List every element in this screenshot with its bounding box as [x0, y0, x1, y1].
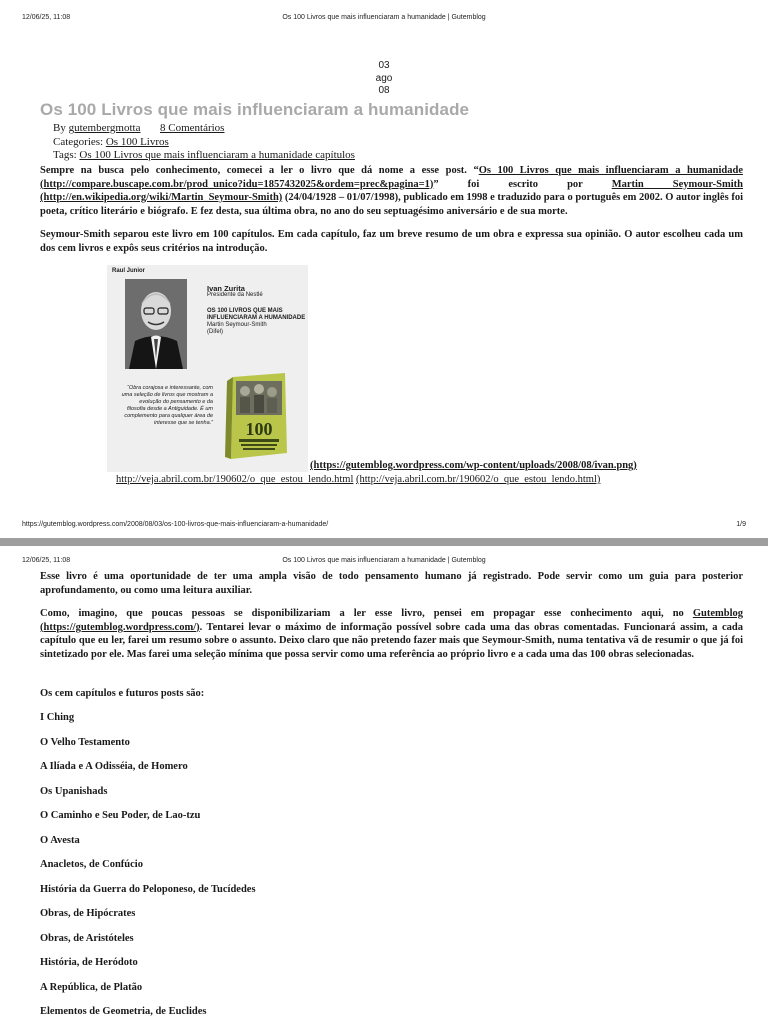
person-name: Ivan Zurita [207, 284, 245, 293]
intro-paragraph [40, 164, 743, 218]
cover-number: 100 [245, 419, 273, 439]
veja-link[interactable]: http://veja.abril.com.br/190602/o_que_estou_lendo.html [116, 474, 354, 485]
tags-label: Tags: [53, 149, 77, 161]
book-author: Martin Seymour-Smith [207, 322, 267, 328]
list-item: A República, de Platão [40, 982, 143, 993]
tag-link[interactable]: Os 100 Livros que mais influenciaram a humanidade capítulos [79, 149, 355, 161]
list-item: Anacletos, de Confúcio [40, 859, 143, 870]
post-categories [53, 136, 169, 149]
gutemblog-link[interactable]: Gutemblog (https://gutemblog.wordpress.com/) [40, 608, 743, 633]
veja-link-url[interactable]: (http://veja.abril.com.br/190602/o_que_estou_lendo.html) [356, 474, 601, 485]
book-title: OS 100 LIVROS QUE MAIS INFLUENCIARAM A HUMANIDADE [207, 308, 306, 321]
veja-link-line [116, 474, 600, 485]
list-item: O Velho Testamento [40, 737, 130, 748]
intro-text-a: Sempre na busca pelo conhecimento, comecei a ler o livro que dá nome a esse post. “ [40, 165, 479, 176]
list-item: Elementos de Geometria, de Euclides [40, 1006, 207, 1017]
print-timestamp: 12/06/25, 11:08 [22, 14, 71, 21]
book-publisher: (Difel) [207, 329, 223, 335]
photo-credit: Raul Junior [112, 268, 146, 274]
opportunity-paragraph: Esse livro é uma oportunidade de ter uma ampla visão de todo pensamento humano já registrado. Pode servir como um guia para posterior aprofundamento, ou como uma leitura auxiliar. [40, 571, 743, 596]
gutemblog-text-a: Como, imagino, que poucas pessoas se disponibilizariam a ler esse livro, pensei em propagar esse conhecimento aqui, no [40, 608, 693, 619]
list-intro: Os cem capítulos e futuros posts são: [40, 688, 205, 699]
list-item: O Caminho e Seu Poder, de Lao-tzu [40, 810, 201, 821]
comments-link[interactable]: 8 Comentários [160, 122, 225, 134]
gutemblog-paragraph [40, 607, 743, 661]
list-item: Obras, de Hipócrates [40, 908, 136, 919]
gutemblog-text-b: . Tentarei levar o máximo de informação possível sobre cada uma das obras comentadas. Funcionará assim, a cada capítulo que eu ler, farei um resumo sobre o assunto. Deixo claro que não pretendo fazer mais que Seymour-Smith, numa tentativa vã de resumir o que já foi sintetizado por ele. Mas farei uma seleção mínima que possa servir como uma referência ao próprio livro e a cada uma das 100 obras selecionadas. [40, 621, 743, 660]
list-item: História da Guerra do Peloponeso, de Tucídedes [40, 884, 256, 895]
print-page-number: 1/9 [736, 521, 746, 528]
list-item: I Ching [40, 712, 75, 723]
category-link[interactable]: Os 100 Livros [105, 136, 169, 148]
author-wiki-link[interactable]: Martin Seymour-Smith (http://en.wikipedia.org/wiki/Martin_Seymour-Smith) [40, 178, 743, 203]
image-link-line [310, 460, 637, 471]
post-byline [53, 122, 224, 135]
print-timestamp-2: 12/06/25, 11:08 [22, 557, 71, 564]
post-day: 03 [378, 60, 390, 71]
clipping-info [207, 285, 307, 336]
image-url-link[interactable]: (https://gutemblog.wordpress.com/wp-content/uploads/2008/08/ivan.png) [310, 460, 637, 471]
by-label: By [53, 122, 66, 134]
portrait-photo [125, 279, 187, 369]
book-link[interactable]: Os 100 Livros que mais influenciaram a humanidade (http://compare.buscape.com.br/prod_unico?idu=1857432025&ordem=prec&pagina=1) [40, 165, 743, 190]
intro-text-b: ” foi escrito por [433, 178, 612, 190]
post-date [0, 60, 768, 98]
list-item: O Avesta [40, 835, 80, 846]
intro-text-c: (24/04/1928 – 01/07/1998), publicado em 1998 e traduzido para o português em 2002. O autor inglês foi poeta, crítico literário e biógrafo. E fez desta, sua última obra, no ano do seu septuagésimo aniversário e de sua morte. [40, 192, 743, 217]
page-separator [0, 538, 768, 546]
post-year: 08 [378, 85, 390, 96]
person-role: Presidente da Nestlé [207, 292, 263, 298]
chapters-paragraph: Seymour-Smith separou este livro em 100 capítulos. Em cada capítulo, faz um breve resumo de um obra e expressa sua opinião. O autor escolheu cada um dos cem livros e expôs seus critérios na introdução. [40, 229, 743, 254]
categories-label: Categories: [53, 136, 104, 148]
veja-clipping-image[interactable] [107, 265, 308, 472]
book-cover [225, 373, 291, 461]
list-item: Obras, de Aristóteles [40, 933, 134, 944]
author-link[interactable]: gutembergmotta [68, 122, 141, 134]
print-url: https://gutemblog.wordpress.com/2008/08/03/os-100-livros-que-mais-influenciaram-a-humanidade/ [22, 521, 329, 528]
print-doc-title-2: Os 100 Livros que mais influenciaram a humanidade | Gutemblog [282, 557, 486, 564]
post-month: ago [375, 72, 393, 84]
list-item: A Ilíada e A Odisséia, de Homero [40, 761, 188, 772]
post-title: Os 100 Livros que mais influenciaram a humanidade [40, 100, 470, 119]
print-doc-title: Os 100 Livros que mais influenciaram a humanidade | Gutemblog [282, 14, 486, 21]
list-item: História, de Heródoto [40, 957, 138, 968]
list-item: Os Upanishads [40, 786, 108, 797]
clipping-quote: “Obra corajosa e interessante, com uma seleção de livros que mostram a evolução do pensamento e da filosofia desde a Antiguidade. É um complemento para qualquer área de interesse que se tenha.” [121, 385, 213, 426]
post-tags [53, 149, 355, 162]
